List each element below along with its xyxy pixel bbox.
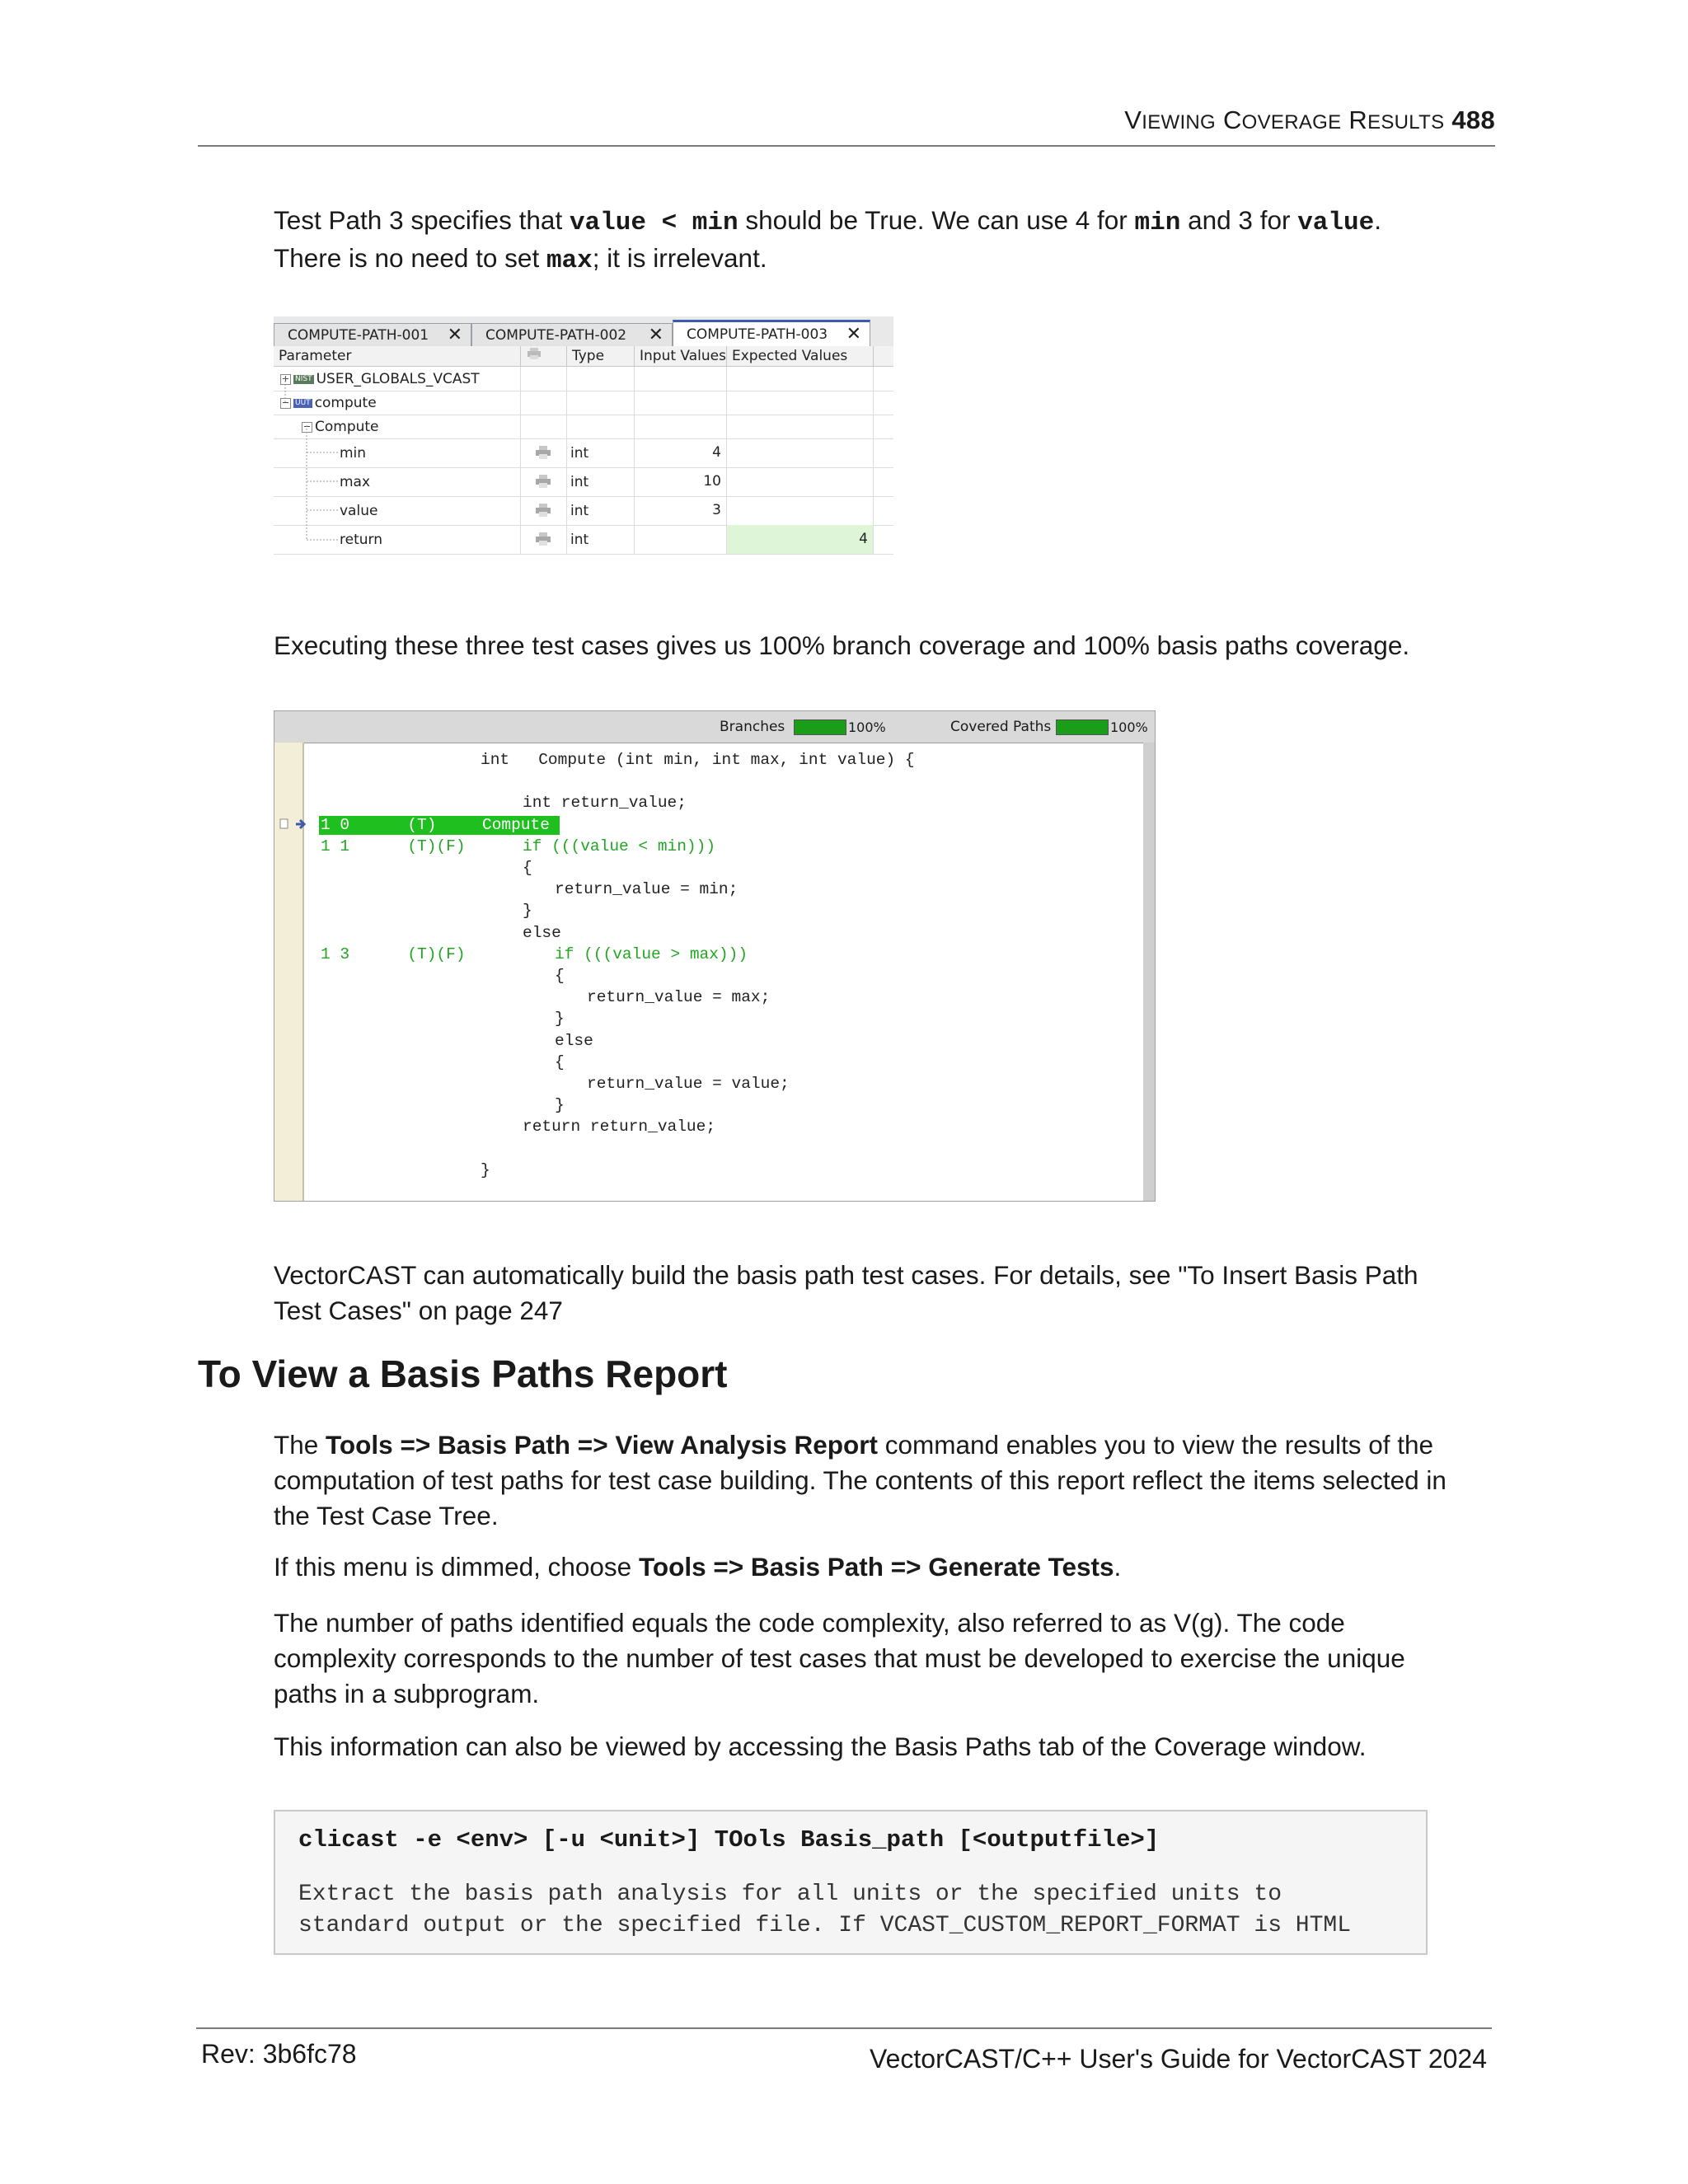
printer-icon[interactable] [534, 474, 552, 489]
code-line: { [555, 1052, 565, 1071]
printer-icon[interactable] [534, 503, 552, 518]
code-listing [274, 711, 1145, 1202]
table-header [274, 346, 893, 367]
column-print[interactable] [521, 346, 567, 366]
code-line: return return_value; [523, 1118, 716, 1137]
covered-paths-label: Covered Paths [950, 719, 1052, 735]
expected-value-cell[interactable]: 4 [727, 525, 874, 554]
close-icon[interactable]: ✕ [648, 325, 663, 345]
param-name: return [340, 532, 382, 548]
section-heading: To View a Basis Paths Report [198, 1352, 728, 1395]
unit-node-label: compute [314, 395, 377, 411]
parameter-table-screenshot [274, 316, 893, 582]
subprogram-node-label: Compute [315, 419, 379, 435]
code-line: int return_value; [523, 794, 687, 813]
command-description: Extract the basis path analysis for all units or the specified units to standard output or the specified file. If VCAST_CUSTOM_REPORT_FORMAT is HTML [298, 1882, 1352, 1938]
code-line: } [555, 1010, 565, 1029]
input-value-cell[interactable]: 4 [635, 438, 727, 467]
param-name: min [340, 445, 367, 462]
code-line: { [523, 859, 532, 877]
table-row[interactable] [274, 391, 893, 415]
close-icon[interactable]: ✕ [447, 325, 462, 345]
param-name: max [340, 474, 371, 490]
param-name: value [340, 503, 378, 519]
tab-compute-path-002[interactable]: COMPUTE-PATH-002 ✕ [471, 323, 673, 346]
branch-coverage-marker: 1 1 (T)(F) [321, 837, 466, 855]
revision: Rev: 3b6fc78 [201, 2039, 357, 2069]
globals-badge-icon: NIST [295, 374, 312, 383]
globals-node-label: USER_GLOBALS_VCAST [316, 371, 480, 387]
code-line: if (((value < min))) [523, 837, 716, 855]
column-parameter[interactable]: Parameter [274, 346, 521, 366]
expand-icon[interactable]: + [281, 373, 290, 384]
code-line: Compute [482, 815, 550, 834]
paths-percent: 100% [1110, 719, 1148, 735]
tab-compute-path-003[interactable]: COMPUTE-PATH-003 ✕ [673, 320, 870, 347]
code-line: return_value = min; [555, 880, 738, 899]
intro-paragraph: Test Path 3 specifies that value < min should be True. We can use 4 for min and 3 for value. There is no need to set max; it is irrelevant. [274, 205, 1381, 275]
table-row[interactable]: return int 4 [274, 525, 893, 555]
footer-rule [196, 2027, 1492, 2029]
close-icon[interactable]: ✕ [846, 324, 861, 344]
table-row[interactable]: max int 10 [274, 467, 893, 497]
expected-value-cell[interactable] [727, 496, 874, 525]
input-value-cell[interactable]: 3 [635, 496, 727, 525]
code-line: if (((value > max))) [555, 944, 748, 963]
body-paragraph-4: This information can also be viewed by accessing the Basis Paths tab of the Coverage window. [274, 1732, 1367, 1761]
code-line: { [555, 967, 565, 985]
collapse-icon[interactable]: − [281, 396, 290, 408]
column-expected-values[interactable]: Expected Values [727, 346, 874, 366]
table-row[interactable]: min int 4 [274, 438, 893, 468]
column-input-values[interactable]: Input Values [635, 346, 727, 366]
table-row[interactable]: value int 3 [274, 496, 893, 526]
scrollbar[interactable] [1143, 743, 1155, 1201]
table-row[interactable] [274, 367, 893, 391]
printer-icon[interactable] [534, 445, 552, 460]
header-rule [198, 145, 1495, 147]
body-paragraph-3: The number of paths identified equals the code complexity, also referred to as V(g). The code complexity corresponds to the number of test cases that must be developed to exercise the unique paths in a subprogram. [274, 1608, 1405, 1708]
command-box [274, 1810, 1428, 1955]
running-header: VIEWING COVERAGE RESULTS 488 [1124, 105, 1495, 134]
expected-value-cell[interactable] [727, 438, 874, 467]
code-line: return_value = value; [587, 1075, 790, 1093]
code-line: } [481, 1160, 490, 1179]
auto-build-paragraph: VectorCAST can automatically build the basis path test cases. For details, see "To Insert Basis Path Test Cases" on page 247 [274, 1260, 1418, 1325]
printer-icon[interactable] [534, 532, 552, 546]
input-value-cell[interactable] [635, 525, 727, 554]
branches-label: Branches [720, 719, 785, 735]
printer-icon [526, 347, 542, 360]
body-paragraph-1: The Tools => Basis Path => View Analysis Report command enables you to view the results of the computation of test paths for test case building. The contents of this report reflect the items selected in the Test Case Tree. [274, 1430, 1447, 1530]
tab-compute-path-001[interactable]: COMPUTE-PATH-001 ✕ [274, 323, 471, 346]
code-line: return_value = max; [587, 988, 771, 1007]
code-line: } [523, 902, 532, 921]
branches-percent: 100% [848, 719, 886, 735]
branch-coverage-marker: 1 0 (T) [321, 815, 437, 834]
coverage-viewer-screenshot [274, 710, 1156, 1202]
code-line: else [555, 1031, 593, 1050]
clicast-command: clicast -e <env> [-u <unit>] TOols Basis_path [<outputfile>] [298, 1826, 1160, 1854]
collapse-icon[interactable]: − [302, 420, 312, 432]
page-number: 488 [1451, 105, 1495, 134]
execution-summary: Executing these three test cases gives us 100% branch coverage and 100% basis paths coverage. [274, 630, 1410, 660]
column-type[interactable]: Type [567, 346, 635, 366]
table-row[interactable] [274, 415, 893, 439]
unit-badge-icon: UUT [295, 398, 311, 407]
code-line: int Compute (int min, int max, int value) { [481, 751, 915, 769]
test-case-tabs [274, 316, 893, 347]
guide-title: VectorCAST/C++ User's Guide for VectorCAST 2024 [870, 2044, 1487, 2074]
code-line: else [523, 923, 561, 942]
tree-connectors [274, 366, 356, 564]
body-paragraph-2: If this menu is dimmed, choose Tools => Basis Path => Generate Tests. [274, 1552, 1122, 1582]
input-value-cell[interactable]: 10 [635, 467, 727, 496]
branch-coverage-marker: 1 3 (T)(F) [321, 944, 466, 963]
expected-value-cell[interactable] [727, 467, 874, 496]
code-line: } [555, 1096, 565, 1115]
